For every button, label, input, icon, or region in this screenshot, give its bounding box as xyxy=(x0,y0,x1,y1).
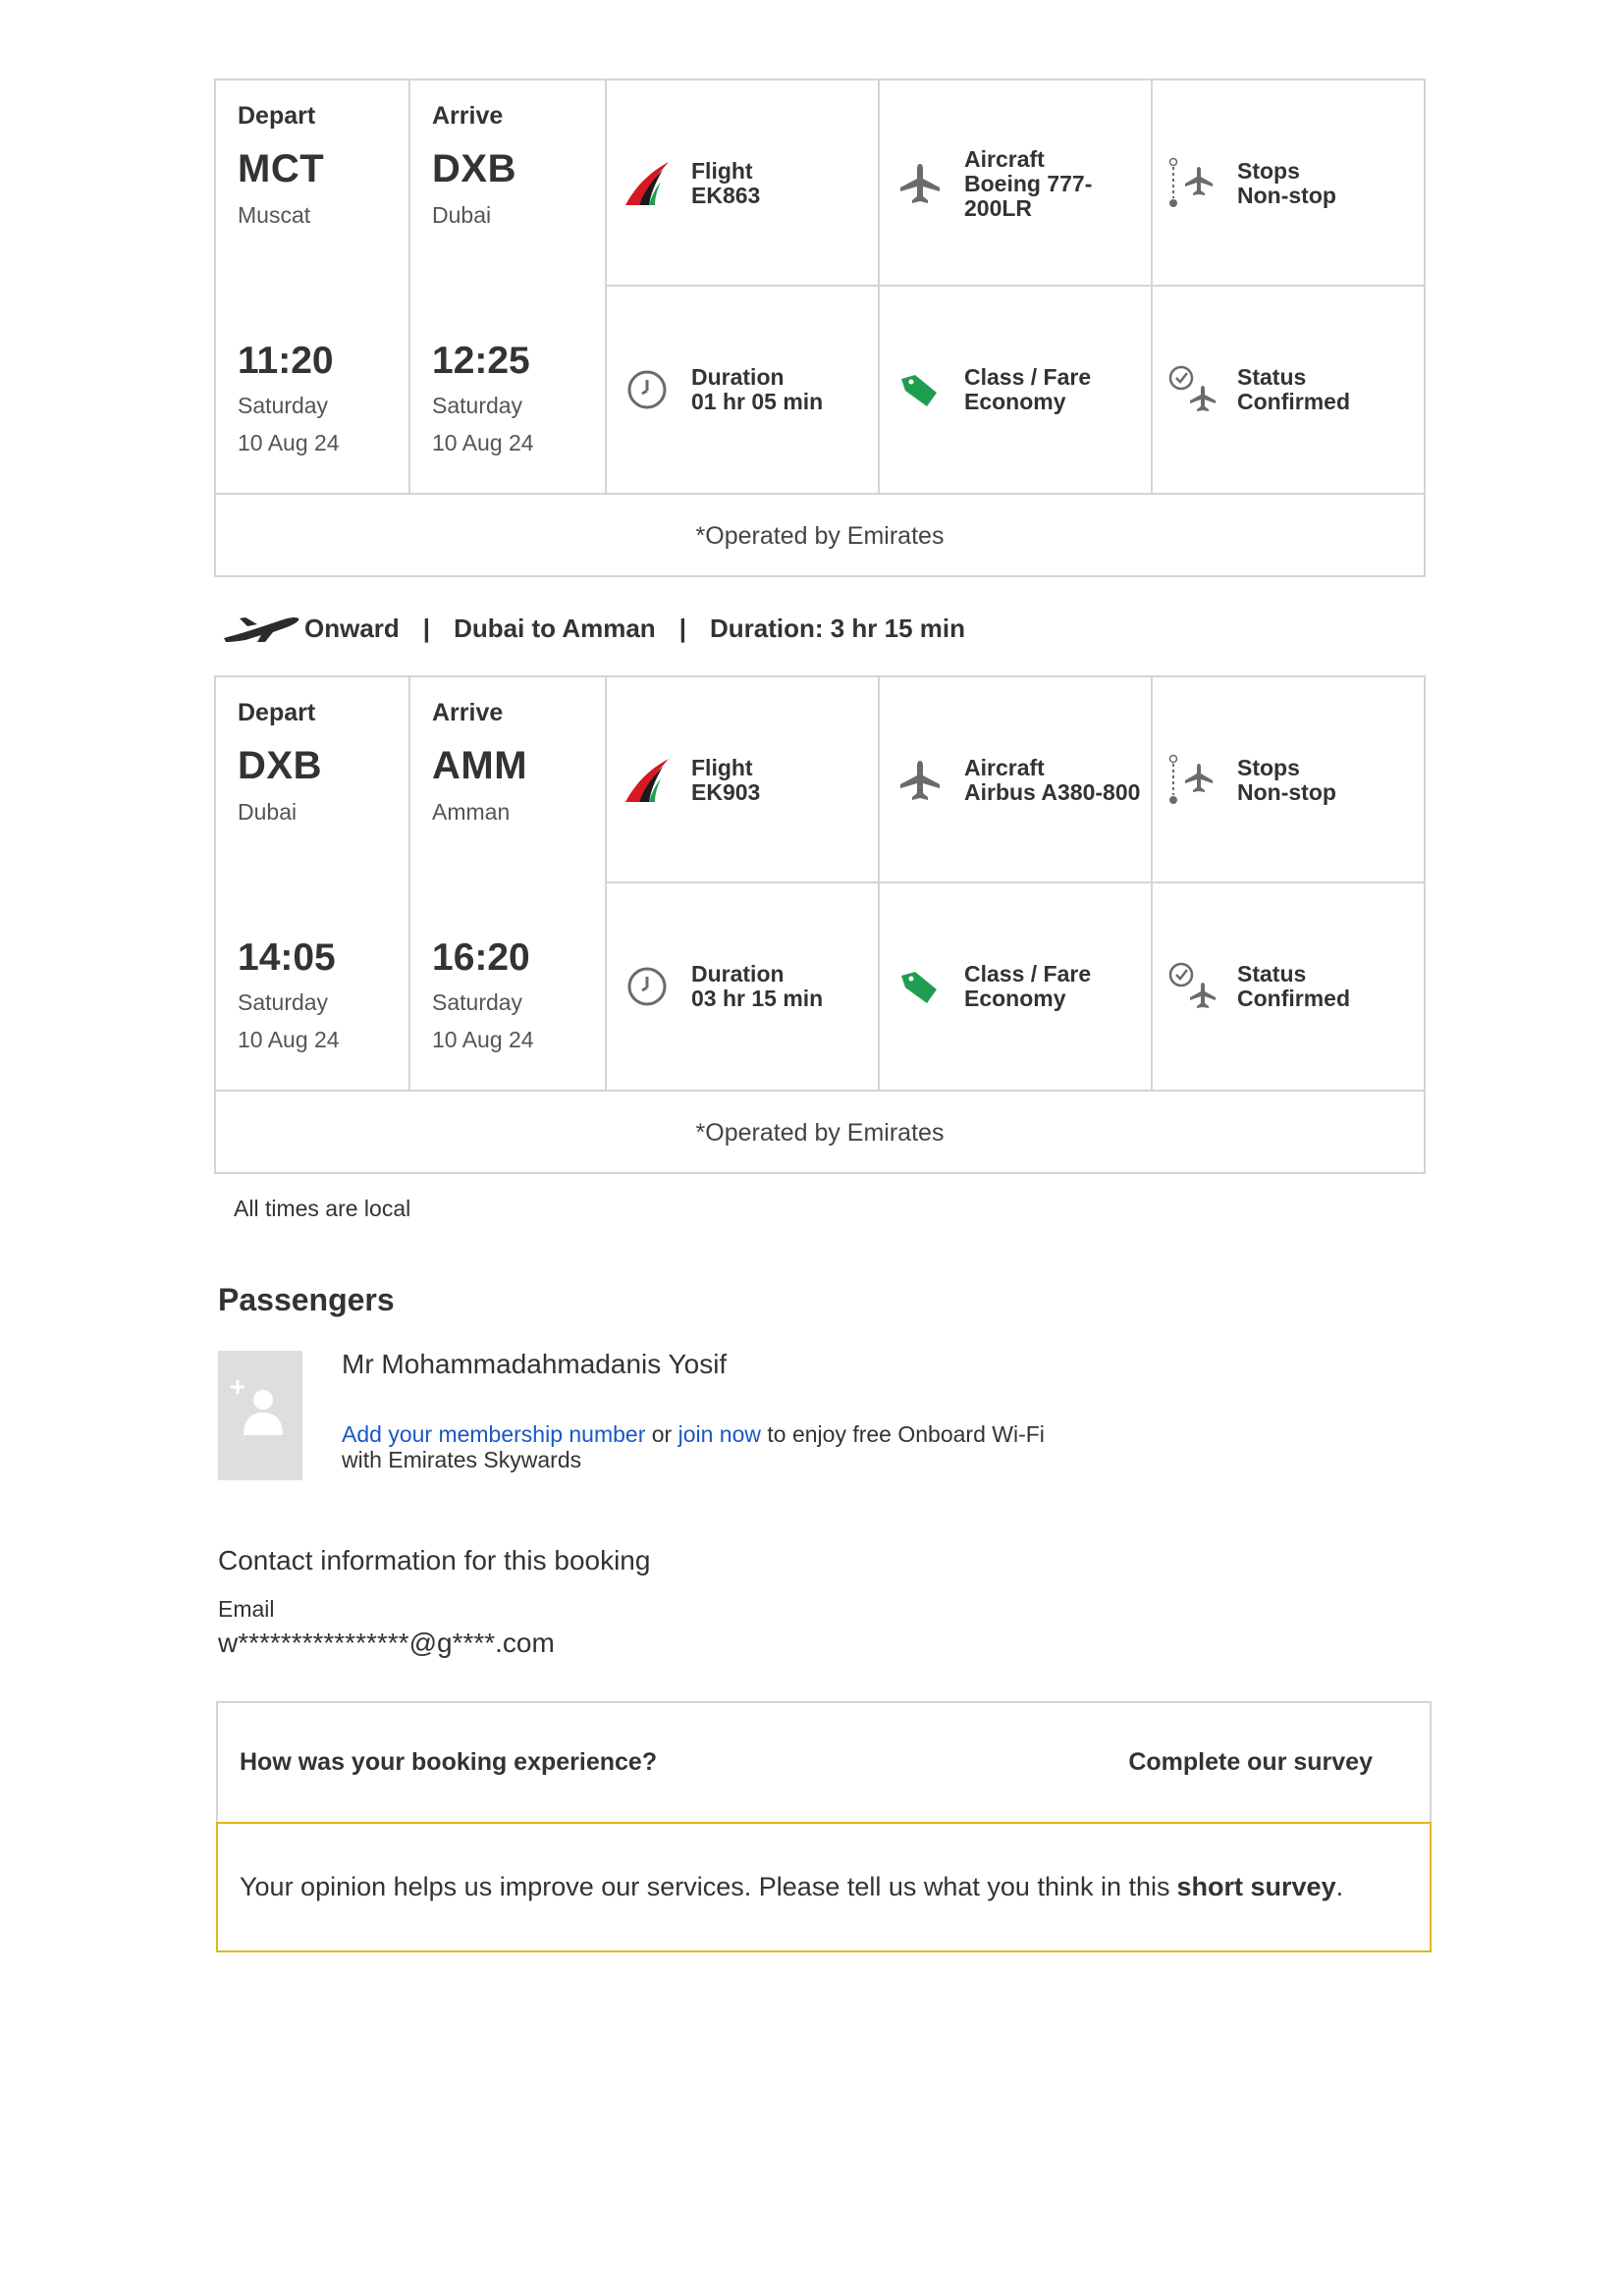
arrive-day: Saturday xyxy=(432,989,523,1015)
depart-date: 10 Aug 24 xyxy=(238,430,340,455)
skywards-line: with Emirates Skywards xyxy=(342,1447,582,1472)
survey-message-end: . xyxy=(1335,1872,1344,1901)
flight-segment-1 xyxy=(214,79,1426,577)
aircraft-label: Aircraft xyxy=(964,145,1045,172)
status-cell xyxy=(1153,883,1424,1090)
depart-day: Saturday xyxy=(238,989,329,1015)
onward-route: Dubai to Amman xyxy=(454,613,656,643)
survey-question: How was your booking experience? xyxy=(240,1748,658,1776)
complete-survey-link[interactable]: Complete our survey xyxy=(1128,1748,1373,1776)
depart-date: 10 Aug 24 xyxy=(238,1027,340,1052)
stops-label: Stops xyxy=(1237,158,1300,184)
flight-number: EK863 xyxy=(691,183,761,208)
status-value: Confirmed xyxy=(1237,986,1350,1011)
arrive-time: 12:25 xyxy=(432,340,530,382)
survey-message-text: Your opinion helps us improve our services. Please tell us what you think in this xyxy=(240,1872,1170,1901)
stops-value: Non-stop xyxy=(1237,779,1336,805)
email-label: Email xyxy=(218,1596,275,1622)
arrive-column xyxy=(410,677,607,1090)
contact-title: Contact information for this booking xyxy=(218,1545,651,1575)
arrive-column xyxy=(410,80,607,493)
join-now-link[interactable]: join now xyxy=(677,1421,761,1447)
class-fare-cell xyxy=(880,287,1153,493)
stops-cell xyxy=(1153,80,1424,287)
arrive-city: Dubai xyxy=(432,202,492,228)
flight-label: Flight xyxy=(691,755,753,780)
arrive-date: 10 Aug 24 xyxy=(432,1027,534,1052)
onward-separator: | xyxy=(422,613,431,643)
stops-icon xyxy=(1166,157,1219,210)
aircraft-cell xyxy=(880,80,1153,287)
duration-label: Duration xyxy=(691,364,785,390)
depart-day: Saturday xyxy=(238,393,329,418)
stops-value: Non-stop xyxy=(1237,183,1336,208)
onward-label: Onward xyxy=(304,613,400,643)
passenger-name: Mr Mohammadahmadanis Yosif xyxy=(342,1349,728,1379)
status-check-icon xyxy=(1166,960,1219,1013)
status-label: Status xyxy=(1237,364,1307,390)
emirates-logo-icon xyxy=(621,157,674,210)
flight-number: EK903 xyxy=(691,779,761,805)
times-note: All times are local xyxy=(234,1196,411,1221)
avatar xyxy=(218,1351,302,1480)
wifi-message: to enjoy free Onboard Wi-Fi xyxy=(767,1421,1045,1447)
status-value: Confirmed xyxy=(1237,389,1350,414)
arrive-label: Arrive xyxy=(432,699,504,726)
class-fare-value: Economy xyxy=(964,389,1066,414)
aircraft-model: Airbus A380-800 xyxy=(964,779,1141,805)
arrive-label: Arrive xyxy=(432,102,504,130)
or-text: or xyxy=(651,1421,673,1447)
depart-time: 14:05 xyxy=(238,936,336,979)
duration-label: Duration xyxy=(691,961,785,987)
airplane-icon xyxy=(893,754,947,807)
depart-airport-code: DXB xyxy=(238,744,322,787)
flight-cell xyxy=(607,677,880,883)
clock-icon xyxy=(621,960,674,1013)
arrive-day: Saturday xyxy=(432,393,523,418)
status-cell xyxy=(1153,287,1424,493)
onward-plane-icon xyxy=(222,609,302,648)
aircraft-model-cont: 200LR xyxy=(964,194,1033,221)
email-value: w****************@g****.com xyxy=(218,1628,555,1658)
flight-details-grid xyxy=(607,677,1426,1090)
depart-city: Dubai xyxy=(238,799,298,825)
fare-tag-icon xyxy=(893,363,947,416)
arrive-airport-code: AMM xyxy=(432,744,528,787)
class-fare-label: Class / Fare xyxy=(964,961,1092,987)
onward-duration: Duration: 3 hr 15 min xyxy=(709,613,966,643)
airplane-icon xyxy=(893,157,947,210)
stops-label: Stops xyxy=(1237,755,1300,780)
aircraft-cell xyxy=(880,677,1153,883)
passengers-title: Passengers xyxy=(218,1282,395,1317)
survey-box xyxy=(216,1701,1432,1952)
depart-label: Depart xyxy=(238,102,316,130)
depart-column xyxy=(216,80,410,493)
class-fare-cell xyxy=(880,883,1153,1090)
stops-cell xyxy=(1153,677,1424,883)
duration-value: 01 hr 05 min xyxy=(691,389,824,414)
duration-value: 03 hr 15 min xyxy=(691,986,824,1011)
short-survey-link[interactable]: short survey xyxy=(1176,1872,1336,1901)
add-membership-link[interactable]: Add your membership number xyxy=(342,1421,646,1447)
arrive-time: 16:20 xyxy=(432,936,530,979)
emirates-logo-icon xyxy=(621,754,674,807)
depart-column xyxy=(216,677,410,1090)
add-person-icon xyxy=(218,1351,302,1480)
arrive-airport-code: DXB xyxy=(432,147,516,190)
flight-details-grid xyxy=(607,80,1426,493)
survey-header xyxy=(216,1701,1432,1824)
depart-city: Muscat xyxy=(238,202,311,228)
aircraft-model: Boeing 777- xyxy=(964,170,1093,196)
duration-cell xyxy=(607,287,880,493)
depart-airport-code: MCT xyxy=(238,147,325,190)
class-fare-label: Class / Fare xyxy=(964,364,1092,390)
arrive-date: 10 Aug 24 xyxy=(432,430,534,455)
clock-icon xyxy=(621,363,674,416)
operated-by: *Operated by Emirates xyxy=(216,493,1424,577)
arrive-city: Amman xyxy=(432,799,511,825)
status-check-icon xyxy=(1166,363,1219,416)
survey-body xyxy=(216,1822,1432,1952)
flight-label: Flight xyxy=(691,158,753,184)
status-label: Status xyxy=(1237,961,1307,987)
depart-label: Depart xyxy=(238,699,316,726)
skywards-message xyxy=(342,1421,1108,1472)
onward-header xyxy=(222,609,965,648)
duration-cell xyxy=(607,883,880,1090)
operated-by: *Operated by Emirates xyxy=(216,1090,1424,1174)
depart-time: 11:20 xyxy=(238,340,334,382)
onward-separator: | xyxy=(678,613,686,643)
class-fare-value: Economy xyxy=(964,986,1066,1011)
fare-tag-icon xyxy=(893,960,947,1013)
aircraft-label: Aircraft xyxy=(964,755,1045,780)
flight-cell xyxy=(607,80,880,287)
stops-icon xyxy=(1166,754,1219,807)
survey-message xyxy=(240,1824,1343,1950)
flight-segment-2 xyxy=(214,675,1426,1174)
